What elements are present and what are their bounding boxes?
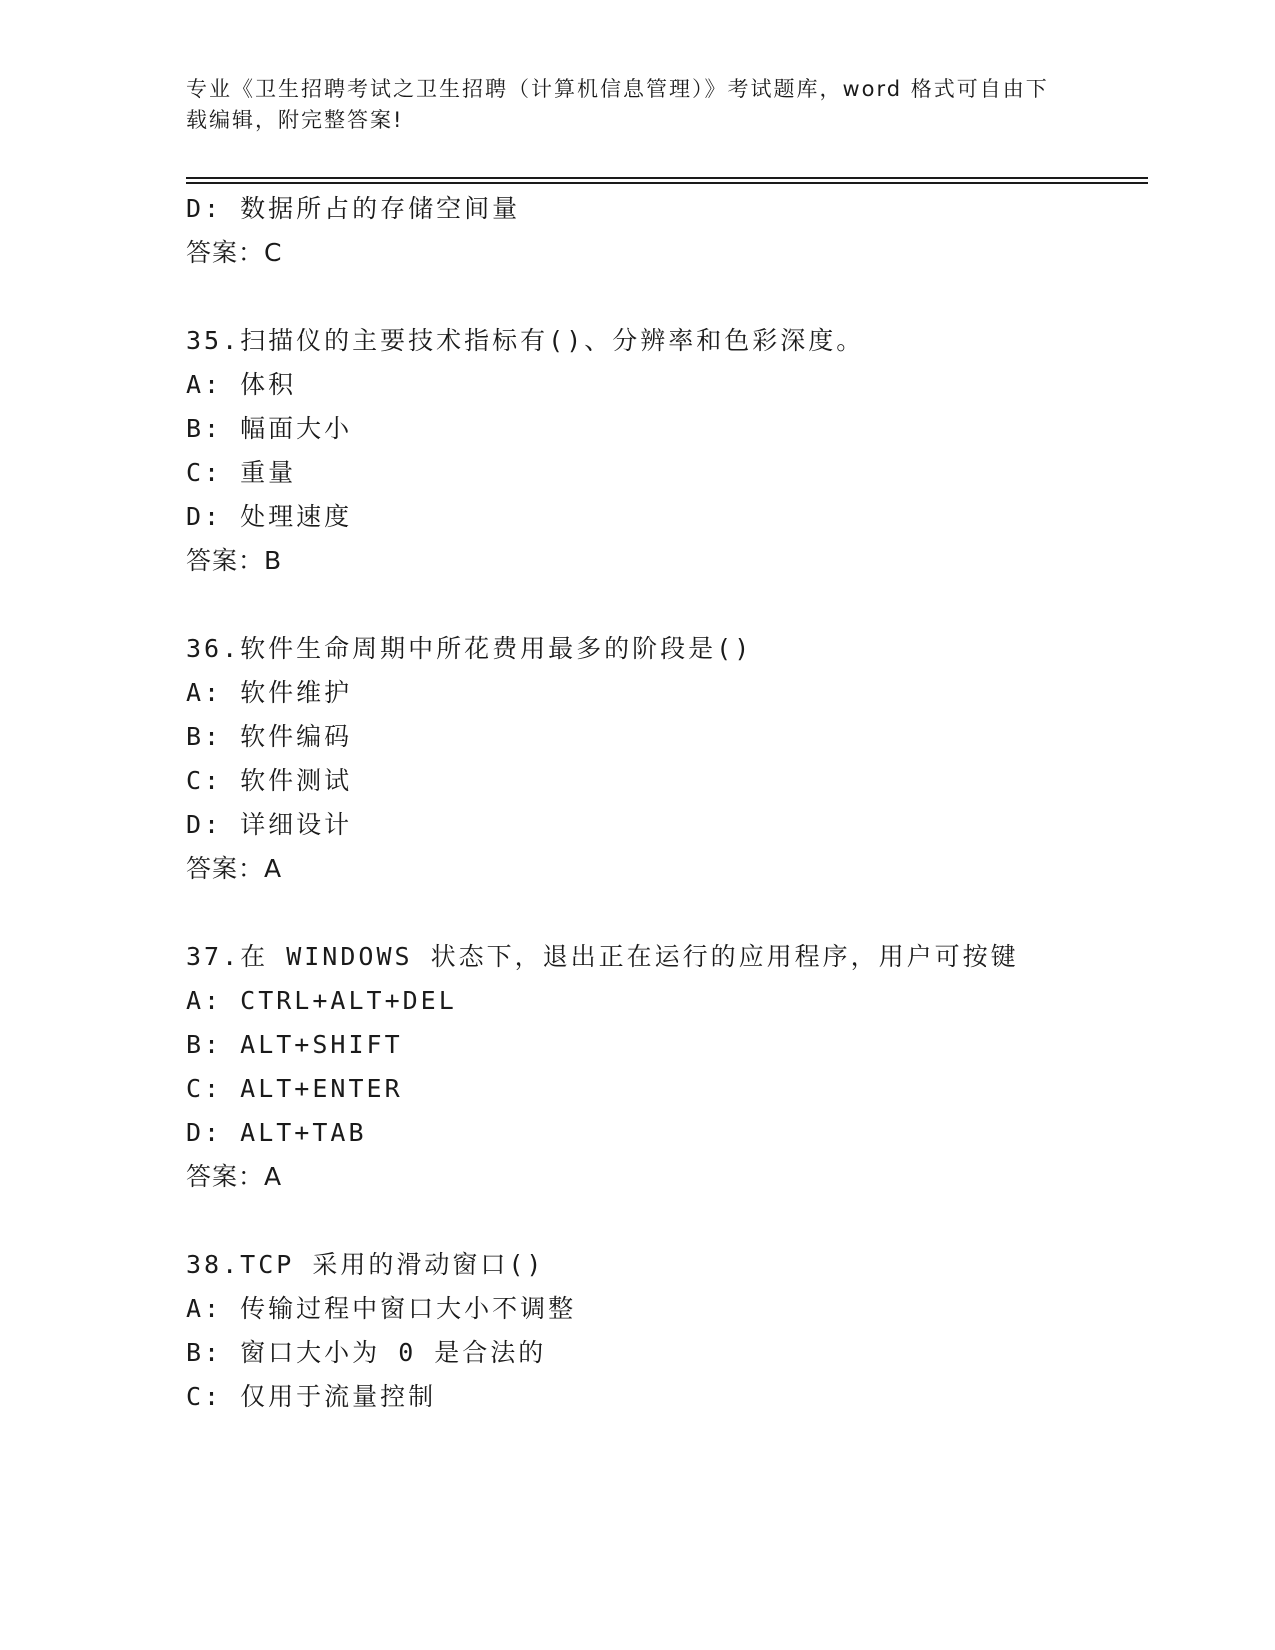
question-36-option-d: D: 详细设计 bbox=[186, 810, 353, 839]
question-35-option-b: B: 幅面大小 bbox=[186, 414, 353, 443]
question-38-option-b: B: 窗口大小为 0 是合法的 bbox=[186, 1338, 547, 1367]
question-37-answer: 答案：A bbox=[186, 1162, 283, 1191]
question-36-option-b: B: 软件编码 bbox=[186, 722, 353, 751]
question-37-option-c: C: ALT+ENTER bbox=[186, 1074, 403, 1103]
question-36-stem: 36.软件生命周期中所花费用最多的阶段是() bbox=[186, 634, 753, 663]
question-37-option-d: D: ALT+TAB bbox=[186, 1118, 367, 1147]
question-38-stem: 38.TCP 采用的滑动窗口() bbox=[186, 1250, 545, 1279]
question-35-option-a: A: 体积 bbox=[186, 370, 297, 399]
question-35-option-c: C: 重量 bbox=[186, 458, 297, 487]
header-divider-bottom bbox=[186, 182, 1148, 184]
question-38-option-c: C: 仅用于流量控制 bbox=[186, 1382, 437, 1411]
question-37-option-a: A: CTRL+ALT+DEL bbox=[186, 986, 457, 1015]
document-description: 专业《卫生招聘考试之卫生招聘（计算机信息管理）》考试题库，word 格式可自由下载编辑，附完整答案! bbox=[186, 77, 1049, 132]
question-36-option-c: C: 软件测试 bbox=[186, 766, 353, 795]
header-divider-top bbox=[186, 177, 1148, 179]
question-38-option-a: A: 传输过程中窗口大小不调整 bbox=[186, 1294, 577, 1323]
previous-question-option-d: D: 数据所占的存储空间量 bbox=[186, 194, 521, 223]
question-37-option-b: B: ALT+SHIFT bbox=[186, 1030, 403, 1059]
question-35-stem: 35.扫描仪的主要技术指标有()、分辨率和色彩深度。 bbox=[186, 326, 865, 355]
question-36-answer: 答案：A bbox=[186, 854, 283, 883]
previous-question-answer: 答案：C bbox=[186, 238, 283, 267]
question-35-answer: 答案：B bbox=[186, 546, 283, 575]
question-36-option-a: A: 软件维护 bbox=[186, 678, 353, 707]
question-35-option-d: D: 处理速度 bbox=[186, 502, 353, 531]
question-37-stem: 37.在 WINDOWS 状态下，退出正在运行的应用程序，用户可按键 bbox=[186, 942, 1019, 971]
